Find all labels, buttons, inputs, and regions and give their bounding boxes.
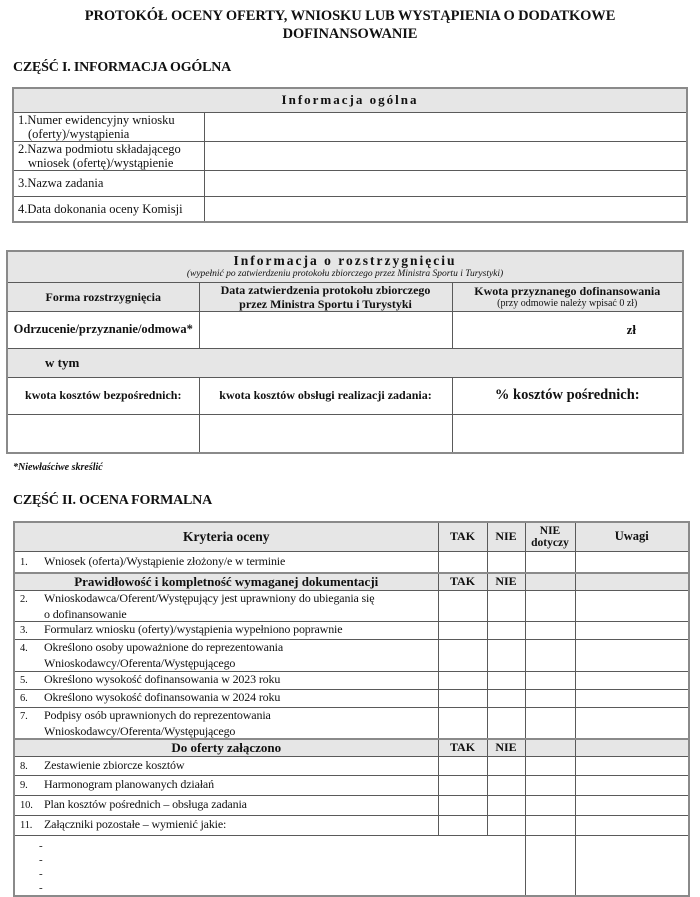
na-cell[interactable] (525, 815, 575, 835)
na-cell[interactable] (525, 621, 575, 639)
section-yes-label: TAK (438, 573, 487, 590)
na-cell[interactable] (525, 639, 575, 671)
section-no-label: NIE (487, 573, 525, 590)
criteria-row (14, 551, 689, 573)
applicant-name-field[interactable] (204, 141, 687, 170)
general-info-header: Informacja ogólna (13, 88, 687, 112)
part2-heading: CZĘŚĆ II. OCENA FORMALNA (13, 493, 212, 508)
no-cell[interactable] (487, 671, 525, 689)
section-empty-cell (525, 573, 575, 590)
decision-subtitle: (wypełnić po zatwierdzeniu protokołu zbiorczego przez Ministra Sportu i Turystyki) (186, 269, 504, 280)
no-cell[interactable] (487, 590, 525, 621)
remarks-cell[interactable] (575, 639, 689, 671)
no-cell[interactable] (487, 815, 525, 835)
criteria-row (14, 795, 689, 815)
no-cell[interactable] (487, 756, 525, 775)
decision-title-cell (7, 251, 683, 282)
criteria-text: 3. Formularz wniosku (oferty)/wystąpienia wypełniono poprawnie (14, 621, 438, 639)
remarks-cell[interactable] (575, 551, 689, 573)
criteria-text: 9. Harmonogram planowanych działań (14, 775, 438, 795)
na-cell[interactable] (525, 795, 575, 815)
general-info-table (12, 87, 688, 223)
na-cell[interactable] (525, 707, 575, 739)
na-cell[interactable] (525, 551, 575, 573)
remarks-cell[interactable] (575, 621, 689, 639)
direct-costs-label: kwota kosztów bezpośrednich: (7, 377, 199, 414)
document-title (0, 7, 700, 43)
decision-title: Informacja o rozstrzygnięciu (233, 253, 457, 269)
criteria-row (14, 815, 689, 835)
remarks-cell[interactable] (575, 707, 689, 739)
col-header-criteria: Kryteria oceny (14, 522, 438, 551)
criteria-row (14, 756, 689, 775)
criteria-text: 1. Wniosek (oferta)/Wystąpienie złożony/e w terminie (14, 551, 438, 573)
yes-cell[interactable] (438, 815, 487, 835)
col-header-form: Forma rozstrzygnięcia (7, 282, 199, 311)
criteria-row (14, 590, 689, 621)
attachment-entry: - (39, 839, 43, 852)
no-cell[interactable] (487, 639, 525, 671)
na-cell[interactable] (525, 775, 575, 795)
currency-label: zł (626, 321, 637, 337)
section-empty-cell (575, 573, 689, 590)
no-cell[interactable] (487, 775, 525, 795)
remarks-cell[interactable] (575, 795, 689, 815)
remarks-cell[interactable] (575, 590, 689, 621)
remarks-cell[interactable] (575, 835, 689, 896)
na-cell[interactable] (525, 756, 575, 775)
info-label: 1.Numer ewidencyjny wniosku (oferty)/wystąpienia (13, 112, 204, 141)
decision-info-table (6, 250, 684, 454)
yes-cell[interactable] (438, 639, 487, 671)
criteria-row (14, 689, 689, 707)
col-header-yes: TAK (438, 522, 487, 551)
na-cell[interactable] (525, 590, 575, 621)
yes-cell[interactable] (438, 775, 487, 795)
criteria-text: 5. Określono wysokość dofinansowania w 2023 roku (14, 671, 438, 689)
no-cell[interactable] (487, 621, 525, 639)
criteria-row (14, 671, 689, 689)
including-label: w tym (7, 348, 683, 377)
evaluation-date-field[interactable] (204, 196, 687, 222)
section-title: Prawidłowość i kompletność wymaganej dokumentacji (14, 573, 438, 590)
criteria-text: 6. Określono wysokość dofinansowania w 2024 roku (14, 689, 438, 707)
yes-cell[interactable] (438, 671, 487, 689)
na-cell[interactable] (525, 671, 575, 689)
info-label: 2.Nazwa podmiotu składającego wniosek (ofertę)/wystąpienie (13, 141, 204, 170)
criteria-text: 7. Podpisy osób uprawnionych do reprezentowania Wnioskodawcy/Oferenta/Występującego (14, 707, 438, 739)
yes-cell[interactable] (438, 590, 487, 621)
handling-costs-field[interactable] (199, 414, 452, 453)
col-header-date: Data zatwierdzenia protokołu zbiorczego przez Ministra Sportu i Turystyki (199, 282, 452, 311)
info-row-applicant-name (13, 141, 687, 170)
col-header-no: NIE (487, 522, 525, 551)
attachment-entry: - (39, 853, 43, 866)
na-cell[interactable] (525, 835, 575, 896)
remarks-cell[interactable] (575, 775, 689, 795)
approval-date-field[interactable] (199, 311, 452, 348)
info-row-registration-number (13, 112, 687, 141)
section-row-attachments (14, 739, 689, 756)
info-label: 4.Data dokonania oceny Komisji (13, 196, 204, 222)
criteria-text: 4. Określono osoby upoważnione do reprezentowania Wnioskodawcy/Oferenta/Występującego (14, 639, 438, 671)
col-header-remarks: Uwagi (575, 522, 689, 551)
yes-cell[interactable] (438, 795, 487, 815)
indirect-costs-pct-field[interactable] (452, 414, 683, 453)
remarks-cell[interactable] (575, 815, 689, 835)
col-header-not-applicable: NIE dotyczy (525, 522, 575, 551)
section-row-documentation (14, 573, 689, 590)
na-cell[interactable] (525, 689, 575, 707)
remarks-cell[interactable] (575, 756, 689, 775)
criteria-row (14, 775, 689, 795)
decision-form-value[interactable]: Odrzucenie/przyznanie/odmowa* (7, 311, 199, 348)
task-name-field[interactable] (204, 170, 687, 196)
footnote: *Niewłaściwe skreślić (13, 462, 103, 473)
attachment-entry: - (39, 867, 43, 880)
section-title: Do oferty załączono (14, 739, 438, 756)
no-cell[interactable] (487, 707, 525, 739)
yes-cell[interactable] (438, 689, 487, 707)
title-line-2: DOFINANSOWANIE (282, 26, 418, 42)
section-yes-label: TAK (438, 739, 487, 756)
section-no-label: NIE (487, 739, 525, 756)
handling-costs-label: kwota kosztów obsługi realizacji zadania: (199, 377, 452, 414)
info-row-evaluation-date (13, 196, 687, 222)
registration-number-field[interactable] (204, 112, 687, 141)
criteria-text: 11. Załączniki pozostałe – wymienić jakie: (14, 815, 438, 835)
criteria-text: 8. Zestawienie zbiorcze kosztów (14, 756, 438, 775)
criteria-row (14, 621, 689, 639)
yes-cell[interactable] (438, 621, 487, 639)
indirect-costs-pct-label: % kosztów pośrednich: (452, 377, 683, 414)
no-cell[interactable] (487, 795, 525, 815)
granted-amount-field[interactable] (452, 311, 683, 348)
part1-heading: CZĘŚĆ I. INFORMACJA OGÓLNA (13, 60, 232, 75)
direct-costs-field[interactable] (7, 414, 199, 453)
section-empty-cell (575, 739, 689, 756)
formal-evaluation-table (13, 521, 690, 897)
criteria-row (14, 707, 689, 739)
criteria-text: 2. Wnioskodawca/Oferent/Występujący jest uprawniony do ubiegania się o dofinansowanie (14, 590, 438, 621)
yes-cell[interactable] (438, 756, 487, 775)
other-attachments-list[interactable] (14, 835, 525, 896)
info-label: 3.Nazwa zadania (13, 170, 204, 196)
no-cell[interactable] (487, 551, 525, 573)
yes-cell[interactable] (438, 551, 487, 573)
remarks-cell[interactable] (575, 689, 689, 707)
other-attachments-row (14, 835, 689, 896)
yes-cell[interactable] (438, 707, 487, 739)
remarks-cell[interactable] (575, 671, 689, 689)
criteria-row (14, 639, 689, 671)
section-empty-cell (525, 739, 575, 756)
col-header-amount: Kwota przyznanego dofinansowania (przy odmowie należy wpisać 0 zł) (452, 282, 683, 311)
attachment-entry: - (39, 881, 43, 894)
criteria-text: 10. Plan kosztów pośrednich – obsługa zadania (14, 795, 438, 815)
info-row-task-name (13, 170, 687, 196)
no-cell[interactable] (487, 689, 525, 707)
title-line-1: PROTOKÓŁ OCENY OFERTY, WNIOSKU LUB WYSTĄPIENIA O DODATKOWE (84, 8, 616, 24)
